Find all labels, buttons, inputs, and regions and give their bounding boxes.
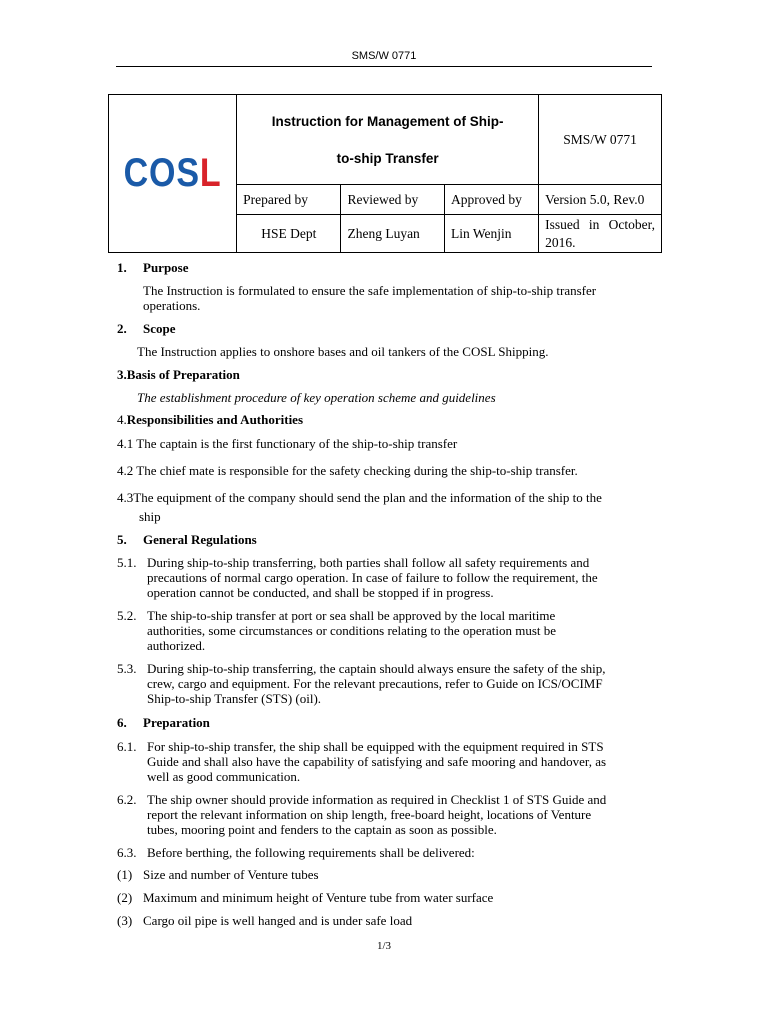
section-5-2-line2: authorities, some circumstances or conditions relating to the operation must be bbox=[147, 623, 557, 638]
section-5-number: 5. bbox=[117, 532, 127, 547]
logo-cell bbox=[109, 95, 237, 253]
section-5-2-number: 5.2. bbox=[117, 608, 137, 623]
section-5-2-line3: authorized. bbox=[147, 638, 206, 653]
section-6-2-line1: The ship owner should provide information as required in Checklist 1 of STS Guide and bbox=[147, 792, 607, 807]
section-6-1-line2: Guide and shall also have the capability of satisfying and safe mooring and handover, as bbox=[147, 754, 607, 769]
section-5-1-line3: operation cannot be conducted, and shall be stopped if in progress. bbox=[147, 585, 494, 600]
section-6-1-line3: well as good communication. bbox=[147, 769, 301, 784]
approved-label: Approved by bbox=[444, 185, 538, 215]
section-4-item-1: 4.1 The captain is the first functionary of the ship-to-ship transfer bbox=[117, 436, 458, 451]
section-2-number: 2. bbox=[117, 321, 127, 336]
list-item-3-text: Cargo oil pipe is well hanged and is under safe load bbox=[143, 913, 413, 928]
section-4-item-3-line1: 4.3The equipment of the company should send the plan and the information of the ship to the bbox=[117, 490, 602, 505]
section-6-2-line2: report the relevant information on ship length, free-board height, locations of Venture bbox=[147, 807, 592, 822]
reviewed-value: Zheng Luyan bbox=[341, 215, 445, 253]
section-1-heading: Purpose bbox=[143, 260, 189, 275]
section-5-3-line1: During ship-to-ship transferring, the captain should always ensure the safety of the ship, bbox=[147, 661, 606, 676]
list-item-3-number: (3) bbox=[117, 913, 133, 928]
section-1-text-line1: The Instruction is formulated to ensure the safe implementation of ship-to-ship transfer bbox=[143, 283, 597, 298]
section-1-number: 1. bbox=[117, 260, 127, 275]
section-6-3-text: Before berthing, the following requirements shall be delivered: bbox=[147, 845, 475, 860]
section-6-2-number: 6.2. bbox=[117, 792, 137, 807]
section-2-text: The Instruction applies to onshore bases and oil tankers of the COSL Shipping. bbox=[137, 344, 549, 359]
section-3-heading: 3.Basis of Preparation bbox=[117, 367, 240, 382]
section-5-3-line3: Ship-to-ship Transfer (STS) (oil). bbox=[147, 691, 322, 706]
section-2-heading: Scope bbox=[143, 321, 176, 336]
section-1-text-line2: operations. bbox=[143, 298, 201, 313]
section-6-1-line1: For ship-to-ship transfer, the ship shall be equipped with the equipment required in STS bbox=[147, 739, 604, 754]
issued-date: Issued in October, 2016. bbox=[539, 215, 662, 253]
section-4-item-2: 4.2 The chief mate is responsible for the safety checking during the ship-to-ship transfer. bbox=[117, 463, 578, 478]
document-control-table bbox=[108, 94, 662, 253]
section-6-number: 6. bbox=[117, 715, 127, 730]
section-5-1-line1: During ship-to-ship transferring, both parties shall follow all safety requirements and bbox=[147, 555, 590, 570]
list-item-1-number: (1) bbox=[117, 867, 133, 882]
list-item-1-text: Size and number of Venture tubes bbox=[143, 867, 319, 882]
cosl-logo: COSL bbox=[123, 151, 222, 195]
section-4-item-3-line2: ship bbox=[139, 509, 161, 524]
section-5-3-number: 5.3. bbox=[117, 661, 137, 676]
list-item-2-text: Maximum and minimum height of Venture tube from water surface bbox=[143, 890, 494, 905]
section-6-heading: Preparation bbox=[143, 715, 210, 730]
section-6-1-number: 6.1. bbox=[117, 739, 137, 754]
reviewed-label: Reviewed by bbox=[341, 185, 445, 215]
document-code: SMS/W 0771 bbox=[539, 95, 662, 185]
version: Version 5.0, Rev.0 bbox=[539, 185, 662, 215]
section-4-heading: 4.Responsibilities and Authorities bbox=[117, 412, 304, 427]
section-6-2-line3: tubes, mooring point and fenders to the captain as soon as possible. bbox=[147, 822, 497, 837]
section-5-heading: General Regulations bbox=[143, 532, 257, 547]
section-5-1-number: 5.1. bbox=[117, 555, 137, 570]
prepared-value: HSE Dept bbox=[237, 215, 341, 253]
document-title: Instruction for Management of Ship- to-ship Transfer bbox=[237, 95, 539, 185]
section-5-3-line2: crew, cargo and equipment. For the relevant precautions, refer to Guide on ICS/OCIMF bbox=[147, 676, 603, 691]
section-3-text: The establishment procedure of key operation scheme and guidelines bbox=[137, 390, 496, 405]
header-rule bbox=[116, 66, 652, 67]
header-doc-code: SMS/W 0771 bbox=[351, 50, 417, 62]
page-number: 1/3 bbox=[376, 940, 392, 952]
prepared-label: Prepared by bbox=[237, 185, 341, 215]
list-item-2-number: (2) bbox=[117, 890, 133, 905]
section-5-2-line1: The ship-to-ship transfer at port or sea shall be approved by the local maritime bbox=[147, 608, 556, 623]
approved-value: Lin Wenjin bbox=[444, 215, 538, 253]
section-5-1-line2: precautions of normal cargo operation. In case of failure to follow the requirement, the bbox=[147, 570, 598, 585]
section-6-3-number: 6.3. bbox=[117, 845, 137, 860]
